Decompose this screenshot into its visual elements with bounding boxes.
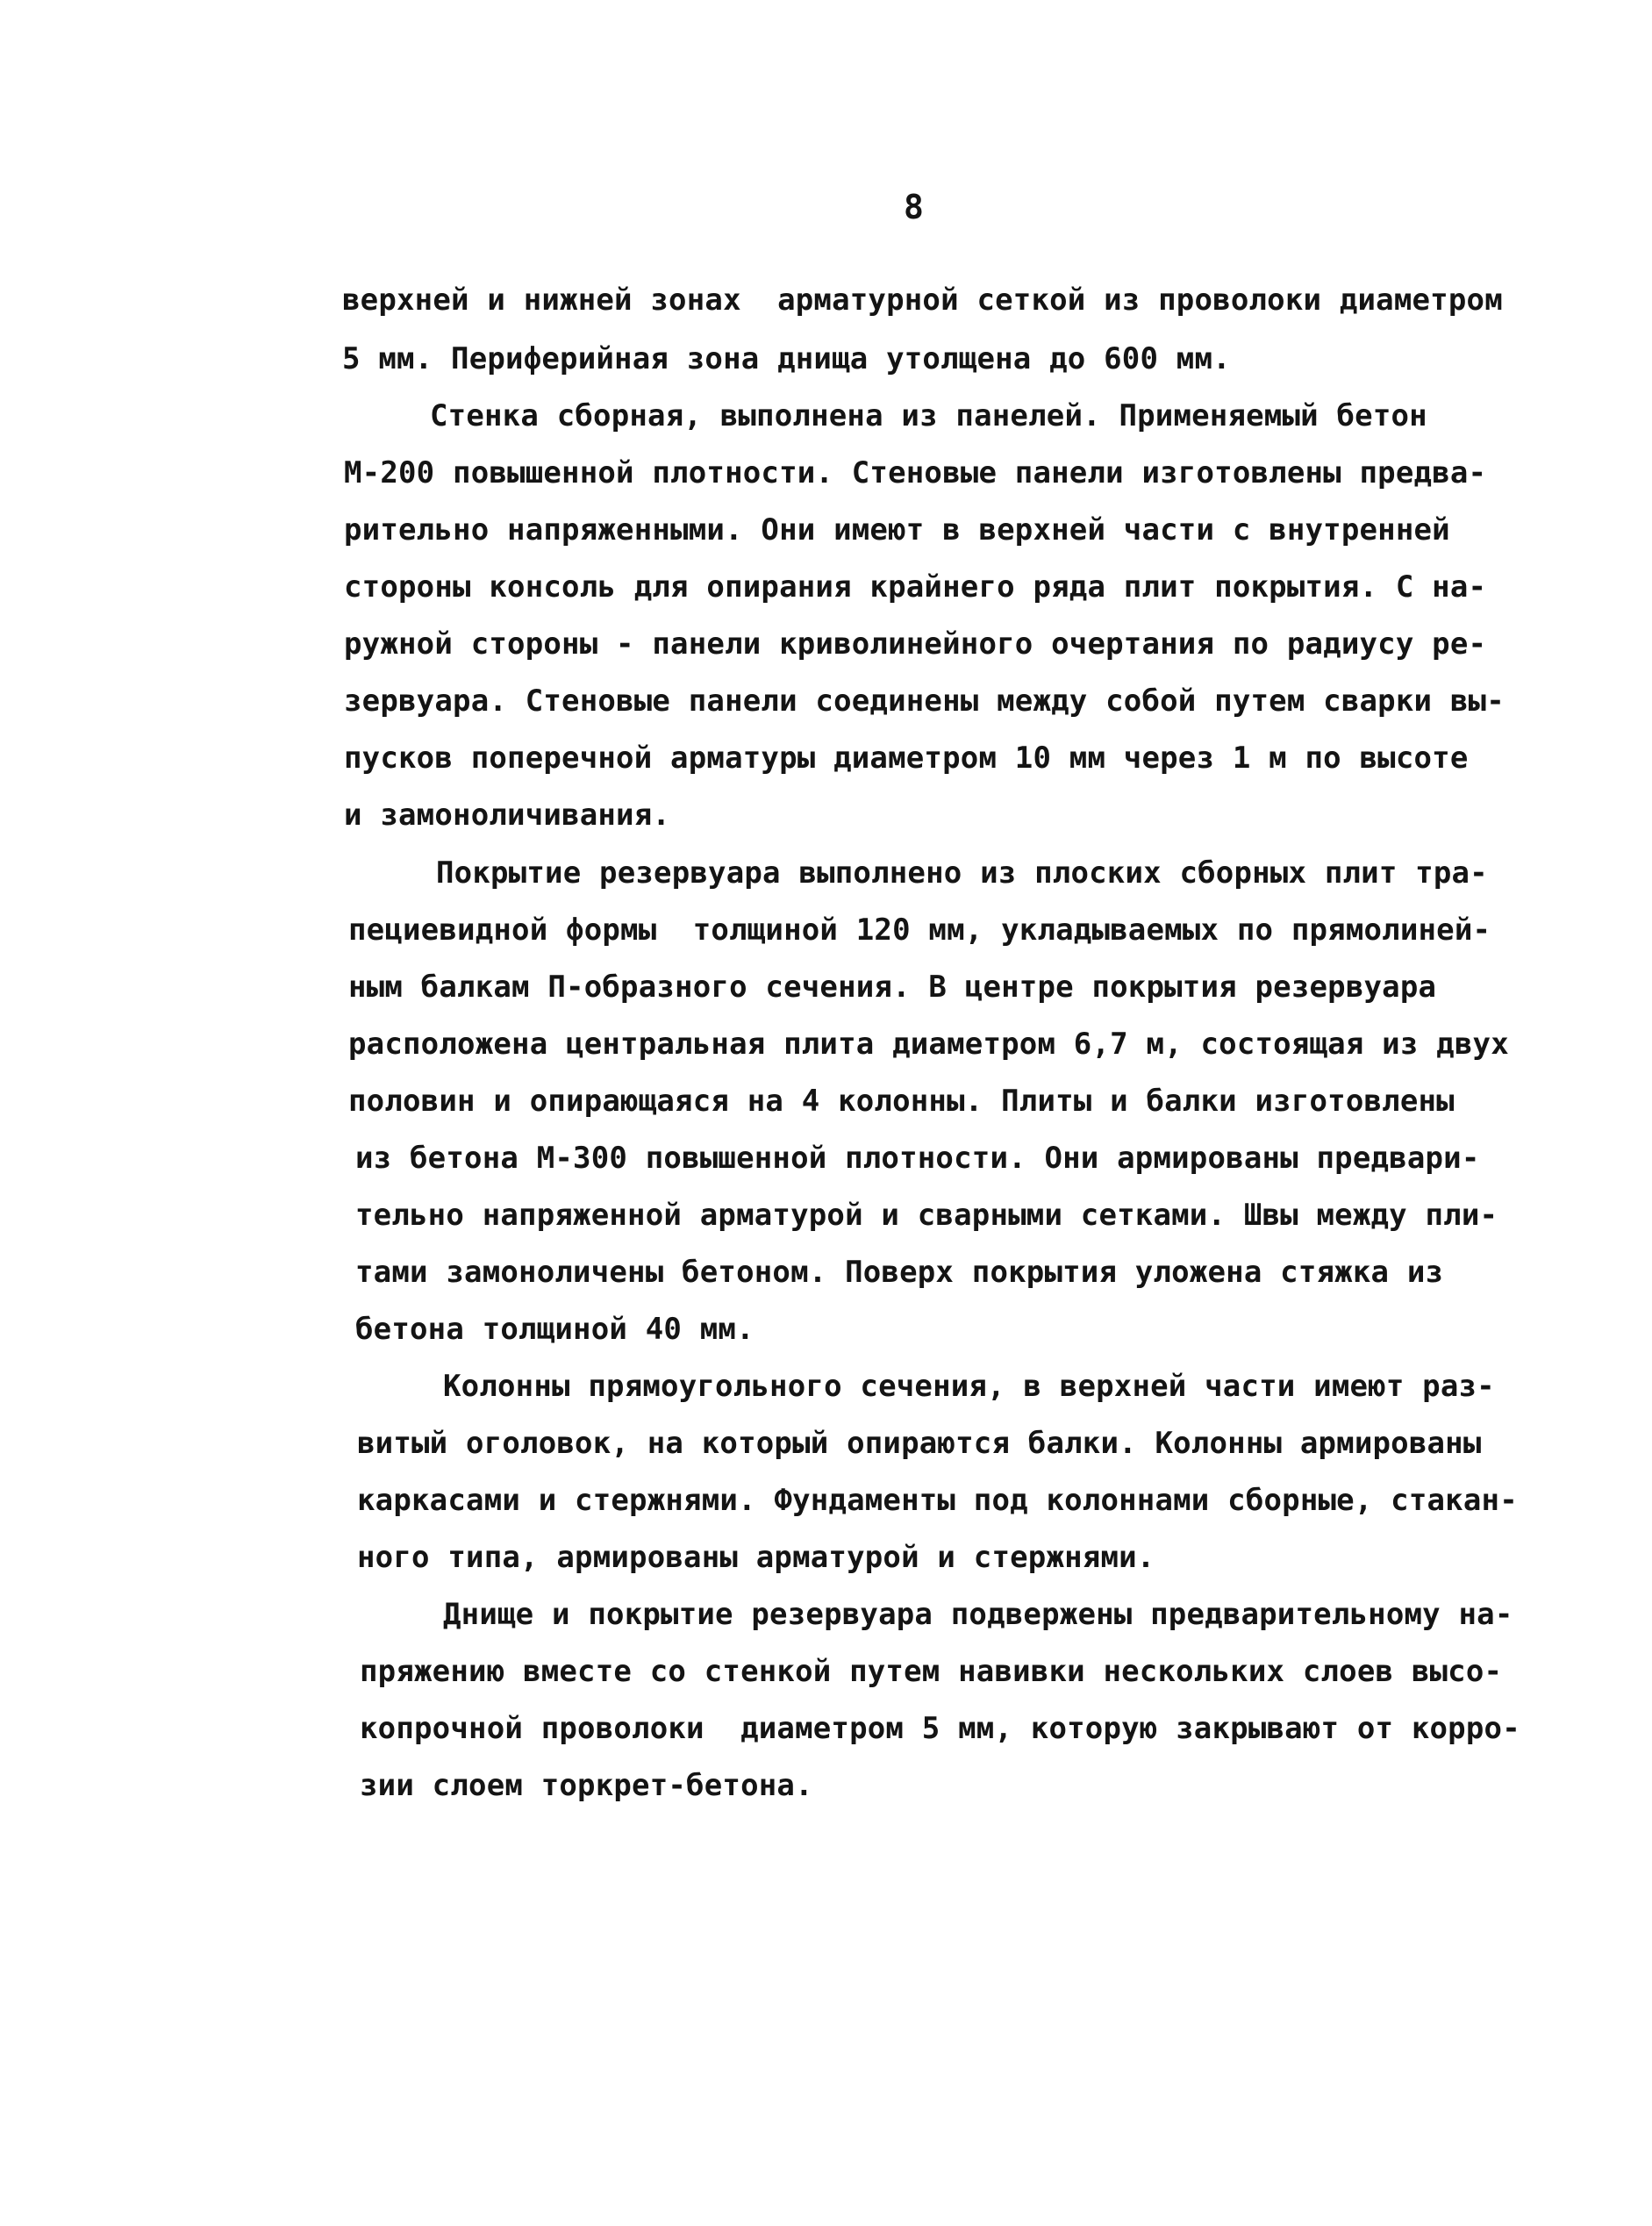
text-line: 5 мм. Периферийная зона днища утолщена до 600 мм. [342, 341, 1231, 376]
text-line: Колонны прямоугольного сечения, в верхней части имеют раз- [443, 1369, 1495, 1404]
text-line: ружной стороны - панели криволинейного очертания по радиусу ре- [344, 626, 1487, 662]
text-line: стороны консоль для опирания крайнего ряда плит покрытия. С на- [344, 569, 1487, 605]
text-line: пряжению вместе со стенкой путем навивки нескольких слоев высо- [360, 1654, 1503, 1689]
text-line: тельно напряженной арматурой и сварными сетками. Швы между пли- [355, 1198, 1498, 1233]
text-line: зии слоем торкрет-бетона. [360, 1768, 813, 1803]
text-line: тами замоноличены бетоном. Поверх покрытия уложена стяжка из [355, 1255, 1444, 1290]
page-number: 8 [904, 188, 924, 226]
text-line: копрочной проволоки диаметром 5 мм, которую закрывают от корро- [360, 1711, 1520, 1746]
text-line: зервуара. Стеновые панели соединены между собой путем сварки вы- [344, 684, 1505, 719]
text-line: М-200 повышенной плотности. Стеновые панели изготовлены предва- [344, 455, 1487, 490]
text-line: верхней и нижней зонах арматурной сеткой из проволоки диаметром [342, 283, 1503, 318]
text-line: Стенка сборная, выполнена из панелей. Применяемый бетон [430, 398, 1427, 433]
text-line: Покрытие резервуара выполнено из плоских сборных плит тра- [436, 855, 1488, 891]
text-line: рительно напряженными. Они имеют в верхней части с внутренней [344, 512, 1450, 548]
text-line: каркасами и стержнями. Фундаменты под колоннами сборные, стакан- [357, 1483, 1518, 1518]
text-line: Днище и покрытие резервуара подвержены предварительному на- [443, 1597, 1513, 1632]
text-line: ного типа, армированы арматурой и стержнями. [357, 1540, 1155, 1575]
text-line: пециевидной формы толщиной 120 мм, укладываемых по прямолиней- [348, 913, 1491, 948]
text-line: расположена центральная плита диаметром 6,7 м, состоящая из двух [348, 1027, 1509, 1062]
text-line: пусков поперечной арматуры диаметром 10 мм через 1 м по высоте [344, 741, 1469, 776]
text-line: витый оголовок, на который опираются балки. Колонны армированы [357, 1426, 1482, 1461]
text-line: из бетона М-300 повышенной плотности. Они армированы предвари- [355, 1141, 1480, 1176]
text-line: бетона толщиной 40 мм. [355, 1312, 754, 1347]
text-line: половин и опирающаяся на 4 колонны. Плиты и балки изготовлены [348, 1084, 1455, 1119]
text-line: ным балкам П-образного сечения. В центре покрытия резервуара [348, 970, 1437, 1005]
text-line: и замоноличивания. [344, 798, 671, 833]
